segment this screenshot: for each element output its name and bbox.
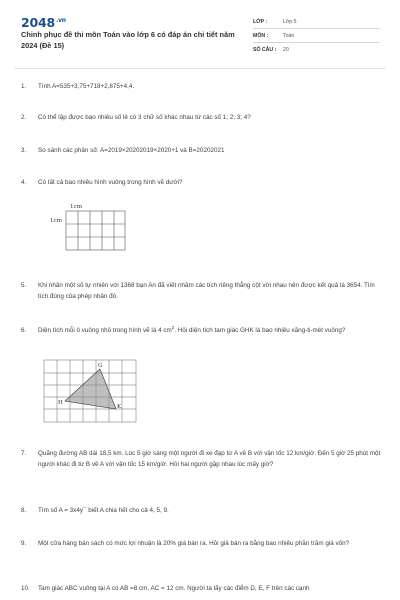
question-text: Một cửa hàng bán sách có mức lợi nhuận là 20% giá bán ra. Hỏi giá bán ra bằng bao nhiêu phần trăm giá vốn? [38,540,350,547]
meta-row-grade [253,15,380,29]
question-number: 2. [21,114,27,121]
figure-triangle-ghk [42,358,138,424]
question-text: Tìm số A = 3x4y¯ biết A chia hết cho cả 4, 5, 9. [38,507,169,514]
figure-grid-squares [40,200,130,260]
site-logo[interactable]: $2048^{.vn}$ [21,15,66,30]
document-meta [253,15,380,56]
vertex-h-label: H [58,400,63,406]
question-number: 7. [21,450,27,457]
meta-label: LỚP : [253,18,268,25]
question-text: Diện tích mỗi ô vuông nhỏ trong hình vẽ là 4 $cm^2$. Hỏi diện tích tam giác GHK là bao nhiêu xăng-ti-mét vuông? [38,324,346,334]
meta-value: 20 [283,46,289,53]
meta-value: Lớp 5 [283,18,297,25]
document-title: Chinh phục đề thi môn Toán vào lớp 6 có đáp án chi tiết năm 2024 (Đề 15) [21,30,235,50]
question-text: Tam giác ABC vuông tại A có AB =8 cm, AC = 12 cm. Người ta lấy các điểm D, E, F trên các cạnh [38,585,310,592]
header-divider [14,68,386,69]
meta-value: Toán [283,32,295,39]
question-number: 3. [21,147,27,154]
question-number: 1. [21,83,27,90]
figure-side-label: 1cm [50,218,62,224]
meta-label: MÔN : [253,32,269,39]
figure-grid [66,211,125,250]
triangle-ghk [65,369,116,409]
question-number: 4. [21,179,27,186]
question-text: Tính A=535+3,75+718+2,875+4,4. [38,83,135,90]
figure-top-label: 1cm [70,204,82,210]
question-text: Khi nhân một số tự nhiên với 1368 bạn An đã viết nhầm các tích riêng thẳng cột với nhau nên được kết quả là 3654. Tìm tích đúng của phép nhân đó. [38,282,375,300]
question-number: 6. [21,327,27,334]
question-text: Có tất cả bao nhiêu hình vuông trong hình vẽ dưới? [38,179,183,186]
question-number: 9. [21,540,27,547]
meta-row-subject [253,29,380,43]
question-number: 10. [21,585,30,592]
question-number: 5. [21,282,27,289]
question-text: Có thể lập được bao nhiêu số lẻ có 3 chữ số khác nhau từ các số 1; 2; 3; 4? [38,114,251,121]
question-text: So sánh các phân số: A=2019×20202019×2020+1 và B=20202021 [38,147,225,154]
meta-row-count [253,43,380,56]
question-text: Quãng đường AB dài 18,5 km. Lúc 5 giờ sáng một người đi xe đạp từ A về B với vận tốc 12 km/giờ. Đến 5 giờ 25 phút một người khác đi từ B về A với vận tốc 15 km/giờ. Hỏi hai người gặp nhau lúc mấy giờ? [38,450,381,468]
vertex-k-label: K [117,404,122,410]
vertex-g-label: G [98,363,103,369]
meta-label: SỐ CÂU : [253,46,277,53]
question-number: 8. [21,507,27,514]
